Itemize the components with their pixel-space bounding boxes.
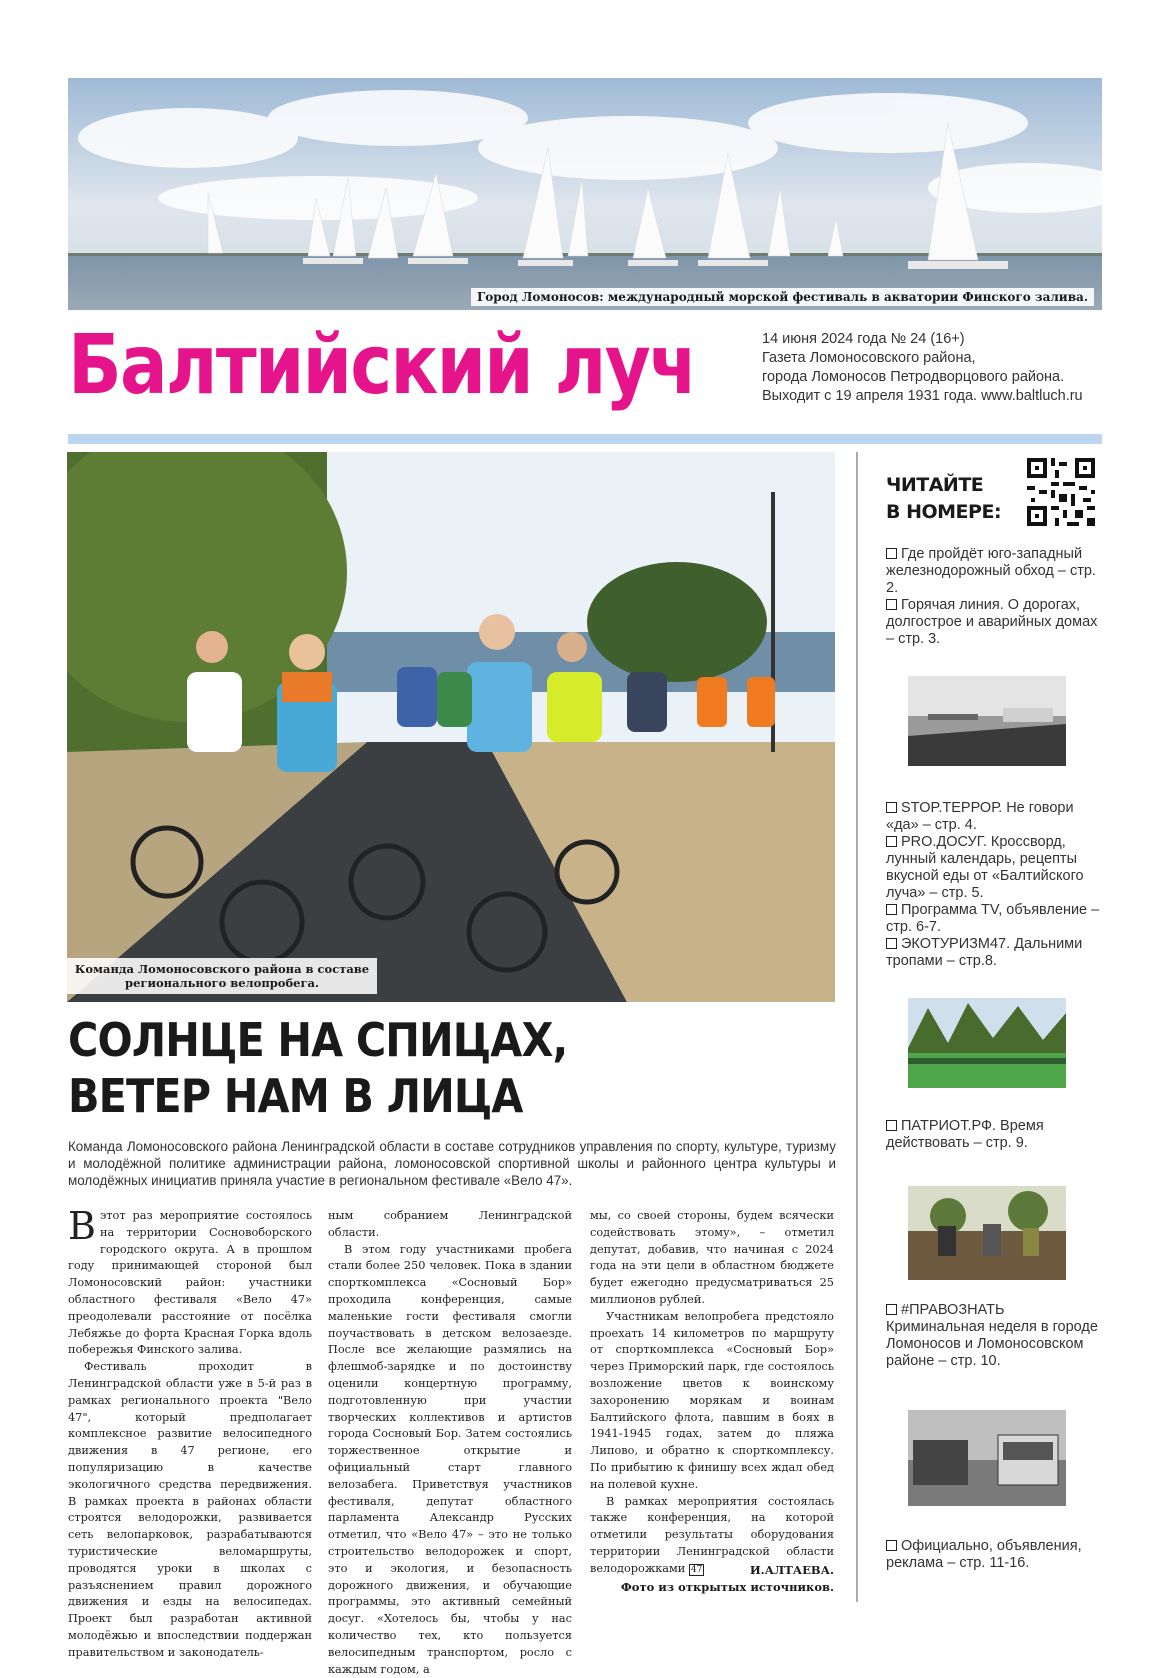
article-column-1 (68, 1204, 312, 1662)
banner-caption: Город Ломоносов: международный морской фестиваль в акватории Финского залива. (471, 288, 1094, 306)
sidebar-title-line: ЧИТАЙТЕ (886, 474, 984, 496)
paragraph-text: В рамках мероприятия состоялась также конференция, на которой отметили результаты оборудования территории Ленинградской области велодорожками (590, 1494, 834, 1575)
end-mark: 47 (690, 1564, 703, 1575)
checkbox-icon (886, 938, 897, 949)
photo-caption-line: Команда Ломоносовского района в составе (74, 962, 370, 976)
checkbox-icon (886, 802, 897, 813)
article-lead: Команда Ломоносовского района Ленинградской области в составе сотрудников управления по спорту, культуре, туризму и молодёжной политике администрации района, ломоносовской спортивной школы и районного центра культуры и молодёжных инициатив приняла участие в региональном фестивале «Вело 47». (68, 1139, 836, 1188)
contents-item-text: #ПРАВОЗНАТЬ Криминальная неделя в городе Ломоносов и Ломоносовском районе – стр. 10. (886, 1302, 1098, 1369)
contents-item[interactable] (886, 1538, 1106, 1572)
sidebar-divider (856, 452, 858, 1602)
contents-item-text: ЭКОТУРИЗМ47. Дальними тропами – стр.8. (886, 936, 1083, 969)
contents-item[interactable] (886, 546, 1106, 648)
sidebar-title-line: В НОМЕРЕ: (886, 501, 1002, 523)
contents-item-text: STOP.ТЕРРОР. Не говори «да» – стр. 4. (886, 800, 1074, 833)
photo-credit: Фото из открытых источников. (620, 1580, 834, 1594)
checkbox-icon (886, 1120, 897, 1131)
article-paragraph: В этом году участниками пробега стали более 250 человек. Пока в здании спорткомплекса «Сосновый Бор» проходила конференция, самые маленькие гости фестиваля смогли поучаствовать в детском велозаезде. После все желающие размялись на флешмоб-зарядке и по достоинству оценили концертную программу, подготовленную при участии творческих коллективов и артистов города Сосновый Бор. Затем состоялись торжественное открытие и официальный старт главного велозабега. Приветствуя участников фестиваля, депутат областного парламента Александр Русских отметил, что «Вело 47» – это не только строительство велодорожек и спорт, это и экология, и безопасность дорожного движения, и обучающие программы, это активный семейный досуг. «Хотелось бы, чтобы у нас количество тех, кто пользуется велосипедным транспортом, росло с каждым годом, а (328, 1242, 572, 1676)
issue-date: 14 июня 2024 года № 24 (16+) (762, 331, 965, 347)
issue-info (762, 330, 1102, 406)
contents-item-text: Горячая линия. О дорогах, долгострое и аварийных домах – стр. 3. (886, 597, 1098, 647)
checkbox-icon (886, 599, 897, 610)
contents-photo-road (908, 676, 1066, 766)
photo-caption (67, 958, 377, 994)
banner-photo (68, 78, 1102, 310)
article-column-3 (590, 1208, 834, 1579)
newspaper-title: Балтийский луч (68, 318, 696, 413)
issue-publisher-line: города Ломоносов Петродворцового района. (762, 369, 1065, 385)
issue-since-line: Выходит с 19 апреля 1931 года. www.baltluch.ru (762, 388, 1083, 404)
contents-item-text: PRO.ДОСУГ. Кроссворд, лунный календарь, рецепты вкусной еды от «Балтийского луча» – стр. 5. (886, 834, 1084, 901)
qr-code-icon[interactable] (1027, 458, 1095, 526)
contents-photo-accident (908, 1410, 1066, 1506)
contents-item[interactable] (886, 800, 1106, 970)
checkbox-icon (886, 548, 897, 559)
contents-item-text: ПАТРИОТ.РФ. Время действовать – стр. 9. (886, 1118, 1044, 1151)
headline-line: СОЛНЦЕ НА СПИЦАХ, (68, 1013, 568, 1067)
issue-publisher-line: Газета Ломоносовского района, (762, 350, 976, 366)
paragraph-text: этот раз мероприятие состоялось на территории Сосновоборского городского округа. А в прошлом году принимающей стороной был Ломоносовский район: участники областного фестиваля «Вело 47» преодолевали расстояние от посёлка Лебяжье до форта Красная Горка вдоль побережья Финского залива. (68, 1209, 312, 1357)
checkbox-icon (886, 904, 897, 915)
article-paragraph: Фестиваль проходит в Ленинградской области уже в 5-й раз в рамках регионального проекта "Вело 47", который предполагает комплексное развитие велосипедного движения в 47 регионе, его популяризацию в качестве экологичного средства передвижения. В рамках проекта в районах области строятся велодорожки, развивается сеть велопарковок, разрабатываются туристические веломаршруты, проводятся уроки в школах с разъяснением правил дорожного движения и езды на велосипедах. Проект был разработан активной молодёжью и впоследствии поддержан правительством и законодатель- (68, 1360, 312, 1659)
article-paragraph: ным собранием Ленинградской области. (328, 1209, 572, 1239)
headline-line: ВЕТЕР НАМ В ЛИЦА (68, 1069, 523, 1123)
sidebar-title (886, 472, 1001, 526)
main-photo (67, 452, 835, 1002)
contents-item-text: Программа TV, объявление – стр. 6-7. (886, 902, 1100, 935)
contents-item-text: Где пройдёт юго-западный железнодорожный обход – стр. 2. (886, 546, 1096, 596)
checkbox-icon (886, 1304, 897, 1315)
photo-caption-line: регионального велопробега. (125, 976, 319, 990)
drop-cap: В (68, 1204, 96, 1248)
author-name: И.АЛТАЕВА. (749, 1563, 834, 1577)
article-paragraph (68, 1204, 312, 1359)
article-paragraph: мы, со своей стороны, будем всячески содействовать этому», – отметил депутат, добавив, что начиная с 2024 года на эти цели в областном бюджете будет ежегодно предусматриваться 25 миллионов рублей. (590, 1209, 834, 1306)
contents-item-text: Официально, объявления, реклама – стр. 11-16. (886, 1538, 1082, 1571)
checkbox-icon (886, 1540, 897, 1551)
contents-photo-forest-lake (908, 998, 1066, 1088)
article-column-2 (328, 1208, 572, 1678)
article-paragraph: Участникам велопробега предстояло проехать 14 километров по маршруту от спорткомплекса «Сосновый Бор» через Приморский парк, где состоялось возложение цветов к воинскому захоронению морякам и воинам Балтийского флота, павшим в боях в 1941-1945 годах, затем до пляжа Липово, и обратно к спорткомплексу. По прибытию к финишу всех ждал обед на полевой кухне. (590, 1309, 834, 1491)
article-headline (68, 1012, 752, 1124)
contents-photo-digging (908, 1186, 1066, 1280)
contents-item[interactable] (886, 1302, 1106, 1370)
checkbox-icon (886, 836, 897, 847)
contents-item[interactable] (886, 1118, 1106, 1152)
divider (68, 434, 1102, 444)
article-author (590, 1562, 834, 1596)
